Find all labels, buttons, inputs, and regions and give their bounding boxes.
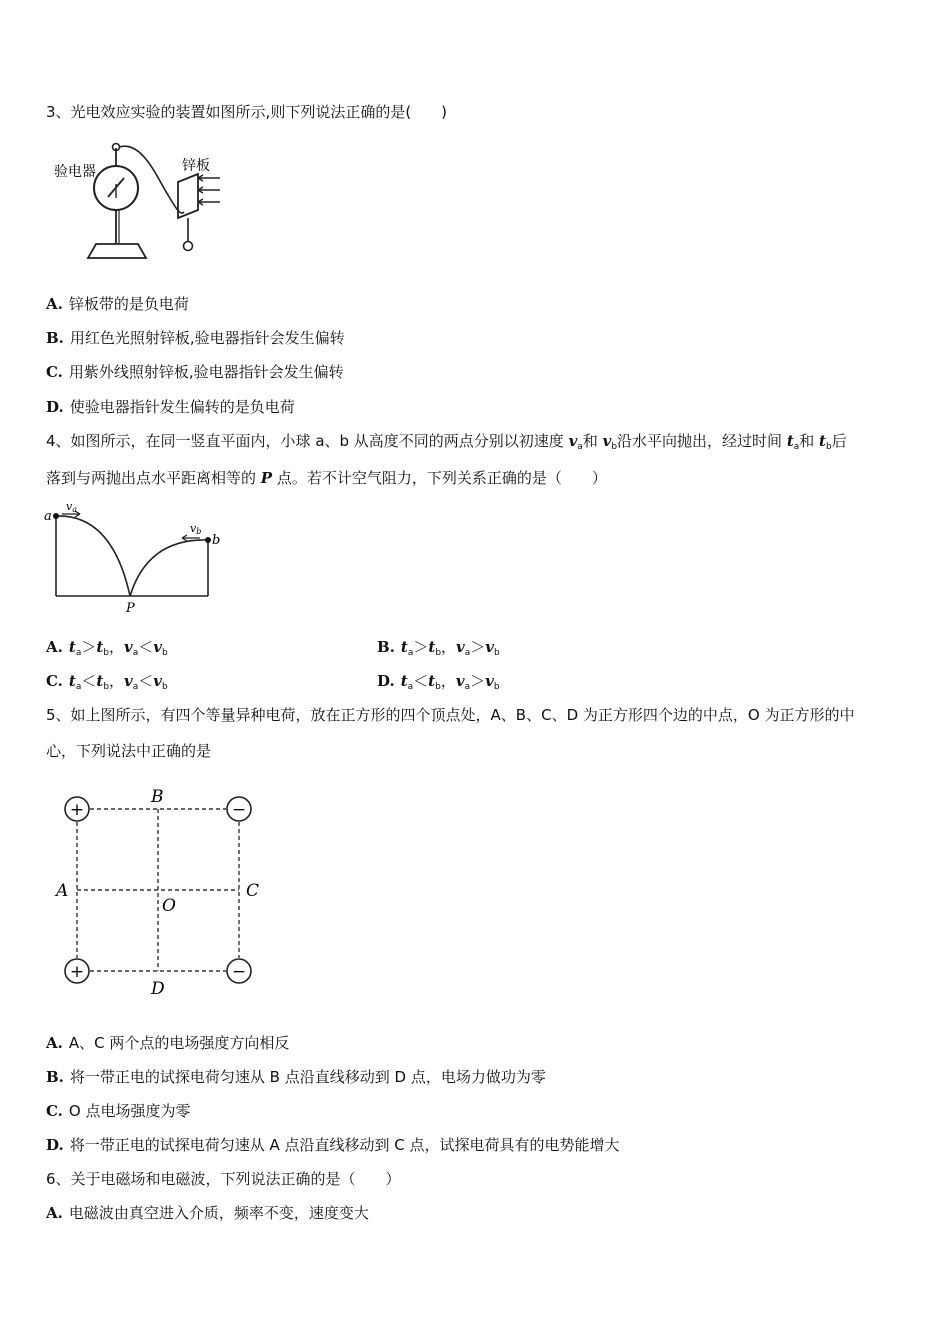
q4-label-va: va xyxy=(66,500,77,514)
q4-point-b: b xyxy=(212,533,221,548)
q3-option-c[interactable]: C. 用紫外线照射锌板,验电器指针会发生偏转 xyxy=(46,363,344,381)
q3-stem: 3、光电效应实验的装置如图所示,则下列说法正确的是( ) xyxy=(46,103,448,121)
q3-option-a[interactable]: A. 锌板带的是负电荷 xyxy=(46,295,189,313)
svg-text:+: + xyxy=(69,800,85,820)
q5-label-B: B xyxy=(151,787,164,807)
q3-figure-electroscope xyxy=(48,140,238,262)
q5-stem-line1: 5、如上图所示，有四个等量异种电荷，放在正方形的四个顶点处，A、B、C、D 为正方形四个边的中点，O 为正方形的中 xyxy=(46,706,855,724)
q5-label-A: A xyxy=(56,881,69,901)
q6-option-a[interactable]: A. 电磁波由真空进入介质，频率不变，速度变大 xyxy=(46,1204,369,1222)
charge-top-left xyxy=(65,797,89,821)
q4-figure-projectiles xyxy=(40,500,230,618)
charge-top-right xyxy=(227,797,251,821)
q5-figure-charges-square xyxy=(50,780,275,1000)
q5-stem-line2: 心，下列说法中正确的是 xyxy=(46,742,212,760)
charge-bottom-right xyxy=(227,959,251,983)
q5-label-O: O xyxy=(162,896,176,916)
q5-label-C: C xyxy=(246,881,260,901)
q5-option-b[interactable]: B. 将一带正电的试探电荷匀速从 B 点沿直线移动到 D 点，电场力做功为零 xyxy=(46,1068,546,1086)
q4-option-d[interactable]: D. $t_a<t_b$，$v_a>v_b$ xyxy=(377,672,500,692)
q3-option-d[interactable]: D. 使验电器指针发生偏转的是负电荷 xyxy=(46,398,295,416)
svg-text:+: + xyxy=(69,962,85,982)
q4-point-p: P xyxy=(126,601,135,616)
q4-stem-line2: 落到与两抛出点水平距离相等的 P 点。若不计空气阻力，下列关系正确的是（ ） xyxy=(46,469,607,487)
q4-option-b[interactable]: B. $t_a>t_b$，$v_a>v_b$ xyxy=(377,638,500,658)
q4-stem-line1: 4、如图所示，在同一竖直平面内，小球 a、b 从高度不同的两点分别以初速度 $v_a$和 $v_b$沿水平向抛出，经过时间 $t_a$和 $t_b$后 xyxy=(46,432,847,452)
q4-label-vb: vb xyxy=(190,522,202,536)
q5-label-D: D xyxy=(151,979,165,999)
q4-option-c[interactable]: C. $t_a<t_b$，$v_a<v_b$ xyxy=(46,672,168,692)
q5-option-c[interactable]: C. O 点电场强度为零 xyxy=(46,1102,191,1120)
q4-option-a[interactable]: A. $t_a>t_b$，$v_a<v_b$ xyxy=(46,638,168,658)
svg-text:−: − xyxy=(231,800,247,820)
q5-option-d[interactable]: D. 将一带正电的试探电荷匀速从 A 点沿直线移动到 C 点，试探电荷具有的电势能增大 xyxy=(46,1136,620,1154)
q3-label-electroscope: 验电器 xyxy=(54,164,96,180)
svg-text:−: − xyxy=(231,962,247,982)
q6-stem: 6、关于电磁场和电磁波，下列说法正确的是（ ） xyxy=(46,1170,401,1188)
q3-label-zinc-plate: 锌板 xyxy=(182,158,210,174)
q5-option-a[interactable]: A. A、C 两个点的电场强度方向相反 xyxy=(46,1034,290,1052)
q3-option-b[interactable]: B. 用红色光照射锌板,验电器指针会发生偏转 xyxy=(46,329,345,347)
charge-bottom-left xyxy=(65,959,89,983)
q4-point-a: a xyxy=(44,509,52,524)
